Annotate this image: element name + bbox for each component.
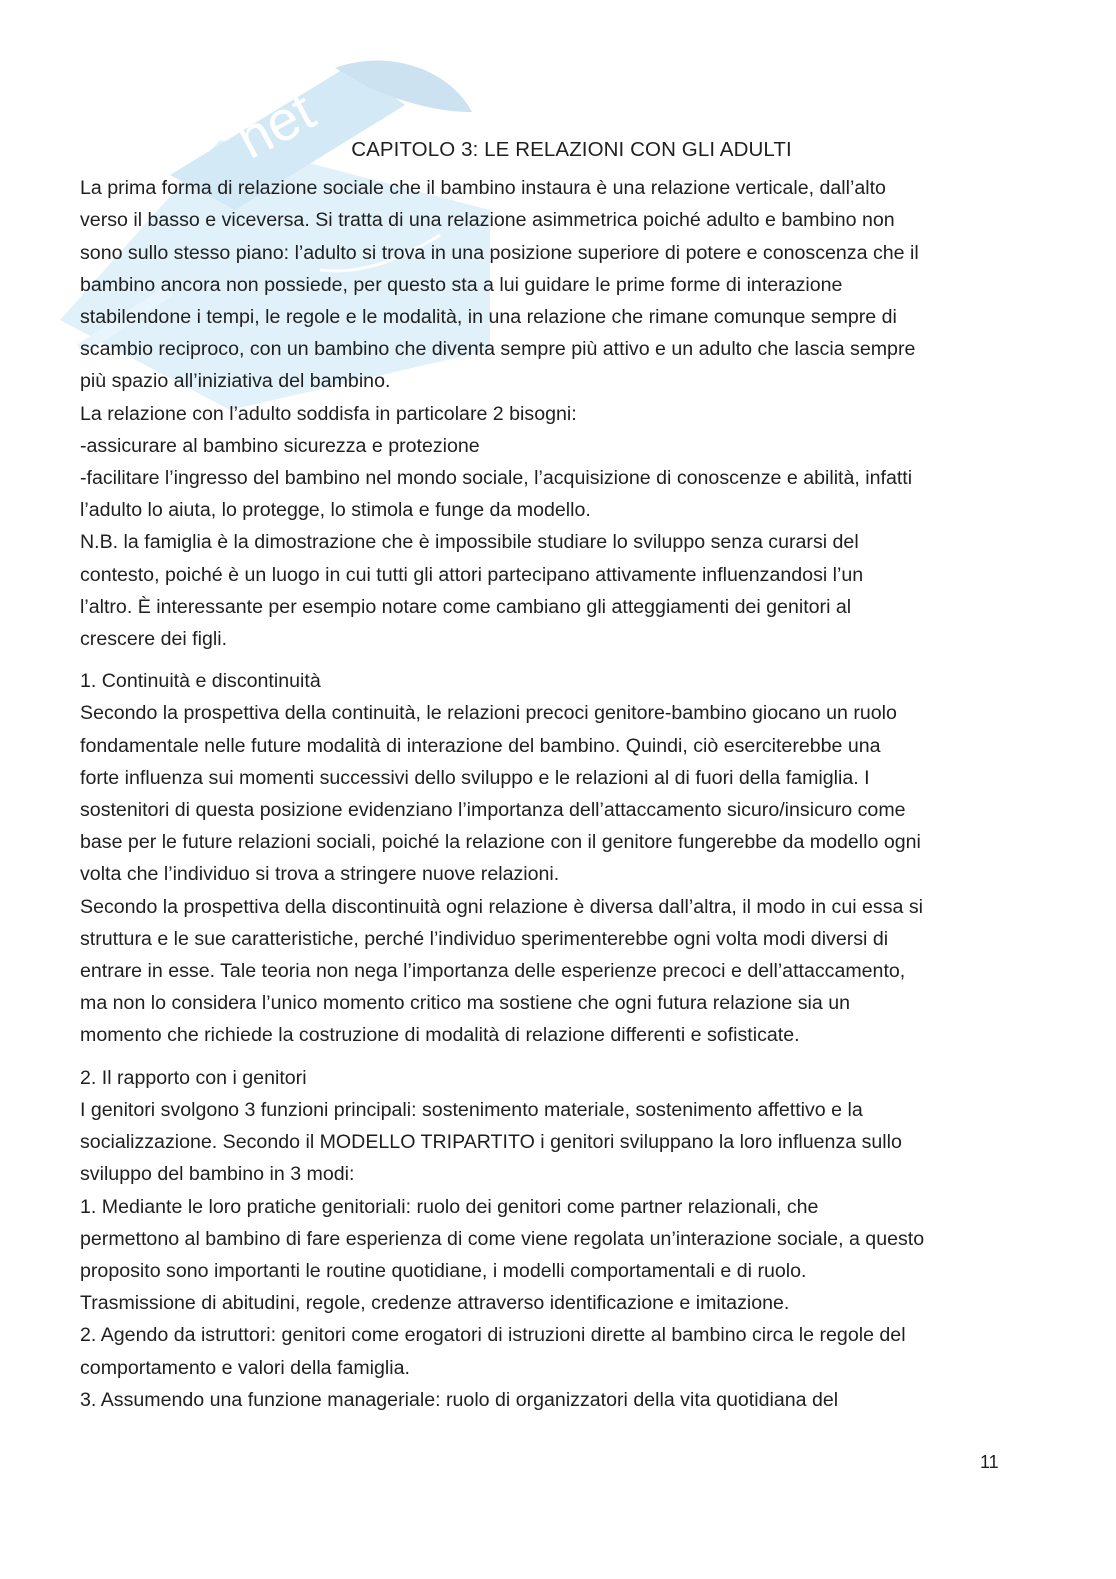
text-line: crescere dei figli. <box>80 628 228 651</box>
text-line: bambino ancora non possiede, per questo sta a lui guidare le prime forme di interazione <box>80 273 843 296</box>
text-line: fondamentale nelle future modalità di interazione del bambino. Quindi, ciò eserciterebbe una <box>80 734 881 757</box>
text-line: permettono al bambino di fare esperienza di come viene regolata un’interazione sociale, a questo <box>80 1227 925 1250</box>
text-line: contesto, poiché è un luogo in cui tutti gli attori partecipano attivamente influenzandosi l’un <box>80 563 864 586</box>
page-number: 11 <box>980 1452 999 1472</box>
text-line: La relazione con l’adulto soddisfa in particolare 2 bisogni: <box>80 402 577 425</box>
text-line: 2. Agendo da istruttori: genitori come erogatori di istruzioni dirette al bambino circa le regole del <box>80 1324 906 1347</box>
text-line: socializzazione. Secondo il MODELLO TRIPARTITO i genitori sviluppano la loro influenza sullo <box>80 1131 902 1154</box>
intro-block <box>80 172 1045 655</box>
text-line: l’adulto lo aiuta, lo protegge, lo stimola e funge da modello. <box>80 499 591 522</box>
text-line: forte influenza sui momenti successivi dello sviluppo e le relazioni al di fuori della famiglia. I <box>80 766 870 789</box>
text-line: l’altro. È interessante per esempio notare come cambiano gli atteggiamenti dei genitori al <box>80 595 852 618</box>
text-line: scambio reciproco, con un bambino che diventa sempre più attivo e un adulto che lascia sempre <box>80 338 916 361</box>
section-heading: 2. Il rapporto con i genitori <box>80 1066 307 1089</box>
section-parents <box>80 1062 1045 1416</box>
text-line: volta che l’individuo si trova a stringere nuove relazioni. <box>80 863 560 886</box>
text-line: entrare in esse. Tale teoria non nega l’importanza delle esperienze precoci e dell’attaccamento, <box>80 960 906 983</box>
section-heading: 1. Continuità e discontinuità <box>80 670 321 693</box>
text-line: 1. Mediante le loro pratiche genitoriali: ruolo dei genitori come partner relazionali, che <box>80 1195 819 1218</box>
svg-text:net: net <box>226 78 325 171</box>
text-line: ma non lo considera l’unico momento critico ma sostiene che ogni futura relazione sia un <box>80 992 851 1015</box>
text-line: sono sullo stesso piano: l’adulto si trova in una posizione superiore di potere e conoscenza che il <box>80 241 919 264</box>
text-line: momento che richiede la costruzione di modalità di relazione differenti e sofisticate. <box>80 1024 800 1047</box>
text-line: N.B. la famiglia è la dimostrazione che è impossibile studiare lo sviluppo senza curarsi del <box>80 531 859 554</box>
text-line: verso il basso e viceversa. Si tratta di una relazione asimmetrica poiché adulto e bambino non <box>80 209 895 232</box>
page-title: CAPITOLO 3: LE RELAZIONI CON GLI ADULTI <box>351 138 792 161</box>
text-line: struttura e le sue caratteristiche, perché l’individuo sperimenterebbe ogni volta modi diversi di <box>80 927 889 950</box>
document-body <box>80 134 1045 1416</box>
text-line: sostenitori di questa posizione evidenziano l’importanza dell’attaccamento sicuro/insicuro come <box>80 799 906 822</box>
text-line: più spazio all’iniziativa del bambino. <box>80 370 391 393</box>
section-continuity <box>80 665 1045 1051</box>
text-line: -facilitare l’ingresso del bambino nel mondo sociale, l’acquisizione di conoscenze e abilità, infatti <box>80 467 913 490</box>
text-line: I genitori svolgono 3 funzioni principali: sostenimento materiale, sostenimento affettivo e la <box>80 1098 863 1121</box>
paragraph-gap <box>80 1052 1045 1062</box>
text-line: sviluppo del bambino in 3 modi: <box>80 1163 355 1186</box>
text-line: Secondo la prospettiva della continuità, le relazioni precoci genitore-bambino giocano un ruolo <box>80 702 897 725</box>
text-line: stabilendone i tempi, le regole e le modalità, in una relazione che rimane comunque sempre di <box>80 306 897 329</box>
text-line: proposito sono importanti le routine quotidiane, i modelli comportamentali e di ruolo. <box>80 1259 807 1282</box>
text-line: Trasmissione di abitudini, regole, credenze attraverso identificazione e imitazione. <box>80 1292 790 1315</box>
text-line: Secondo la prospettiva della discontinuità ogni relazione è diversa dall’altra, il modo in cui essa si <box>80 895 924 918</box>
text-line: comportamento e valori della famiglia. <box>80 1356 410 1379</box>
paragraph-gap <box>80 655 1045 665</box>
text-line: La prima forma di relazione sociale che il bambino instaura è una relazione verticale, dall’alto <box>80 177 886 200</box>
text-line: -assicurare al bambino sicurezza e protezione <box>80 434 480 457</box>
text-line: base per le future relazioni sociali, poiché la relazione con il genitore fungerebbe da modello ogni <box>80 831 921 854</box>
text-line: 3. Assumendo una funzione manageriale: ruolo di organizzatori della vita quotidiana del <box>80 1388 839 1411</box>
